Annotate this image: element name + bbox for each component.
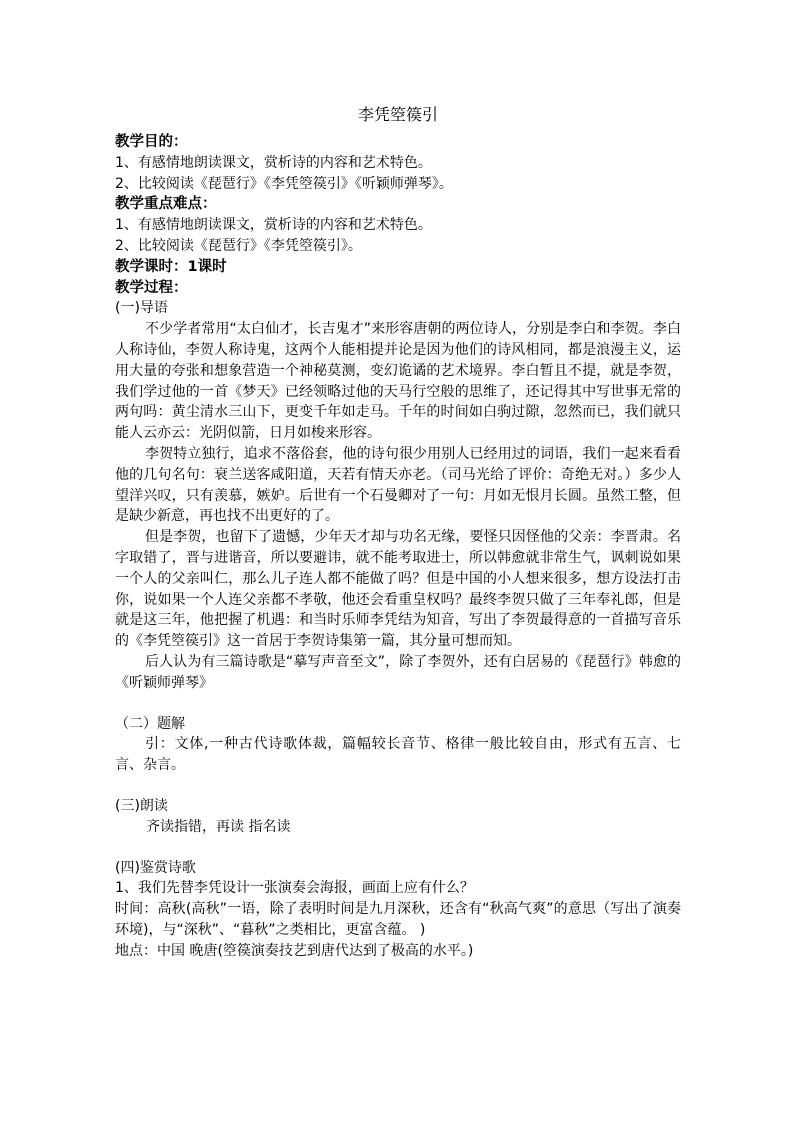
- section-intro-heading: (一)导语: [115, 300, 168, 317]
- reading-paragraph: 齐读指错，再读 指名读: [146, 818, 291, 835]
- document-page: [115, 104, 681, 961]
- section-appreciation-heading: (四)鉴赏诗歌: [115, 859, 196, 876]
- appreciation-line: 1、我们先替李凭设计一张演奏会海报，画面上应有什么？: [115, 880, 474, 897]
- appreciation-line: 时间：高秋(高秋”一语，除了表明时间是九月深秋，还含有“秋高气爽”的意思（写出了演奏环境)，与“深秋”、“暮秋”之类相比，更富含蕴。 ): [115, 901, 681, 938]
- title-explain-paragraph: 引：文体,一种古代诗歌体裁，篇幅较长音节、格律一般比较自由，形式有五言、七言、杂言。: [115, 736, 681, 774]
- section-reading-heading: (三)朗读: [115, 797, 168, 814]
- key-point-item: 2、比较阅读《琵琶行》《李凭箜篌引》。: [115, 237, 362, 254]
- lesson-hours: 教学课时：1课时: [115, 258, 227, 275]
- intro-paragraph: 但是李贺，也留下了遗憾，少年天才却与功名无缘，要怪只因怪他的父亲：李晋肃。名字取错了，晋与进谐音，所以要避讳，就不能考取进士，所以韩愈就非常生气，讽刺说如果一个人的父亲叫仁，那么儿子连人都不能做了吗？但是中国的小人想来很多，想方设法打击你，说如果一个人连父亲都不孝敬，他还会看重皇权吗？最终李贺只做了三年奉礼郎，但是就是这三年，他把握了机遇：和当时乐师李凭结为知音，写出了李贺最得意的一首描写音乐的《李凭箜篌引》这一首居于李贺诗集第一篇，其分量可想而知。: [115, 529, 681, 650]
- objectives-heading: 教学目的：: [115, 134, 188, 150]
- key-points-heading: 教学重点难点：: [115, 196, 217, 213]
- appreciation-line: 地点：中国 晚唐(箜篌演奏技艺到唐代达到了极高的水平。): [115, 942, 474, 959]
- intro-paragraph: 李贺特立独行，追求不落俗套，他的诗句很少用别人已经用过的词语，我们一起来看看他的几句名句：衰兰送客咸阳道，天若有情天亦老。（司马光给了评价：奇绝无对。）多少人望洋兴叹，只有羡慕，嫉妒。后世有一个石曼卿对了一句：月如无恨月长圆。虽然工整，但是缺少新意，再也找不出更好的了。: [115, 445, 681, 525]
- document-title: 李凭箜篌引: [357, 105, 438, 124]
- intro-paragraph: 不少学者常用“太白仙才，长吉鬼才”来形容唐朝的两位诗人，分别是李白和李贺。李白人称诗仙，李贺人称诗鬼，这两个人能相提并论是因为他们的诗风相同，都是浪漫主义，运用大量的夸张和想象营造一个神秘莫测，变幻诡谲的艺术境界。李白暂且不提，就是李贺，我们学过他的一首《梦天》已经领略过他的天马行空般的思维了，还记得其中写世事无常的两句吗：黄尘清水三山下，更变千年如走马。千年的时间如白驹过隙，忽然而已，我们就只能人云亦云：光阴似箭，日月如梭来形容。: [115, 321, 681, 442]
- objective-item: 2、比较阅读《琵琶行》《李凭箜篌引》《听颖师弹琴》。: [115, 175, 453, 192]
- objective-item: 1、有感情地朗读课文，赏析诗的内容和艺术特色。: [115, 154, 432, 171]
- key-point-item: 1、有感情地朗读课文，赏析诗的内容和艺术特色。: [115, 217, 432, 234]
- intro-paragraph: 后人认为有三篇诗歌是“摹写声音至文”，除了李贺外，还有白居易的《琵琶行》韩愈的《听颖师弹琴》: [115, 653, 681, 691]
- section-title-explain-heading: （二）题解: [115, 715, 185, 732]
- process-heading: 教学过程：: [115, 279, 188, 296]
